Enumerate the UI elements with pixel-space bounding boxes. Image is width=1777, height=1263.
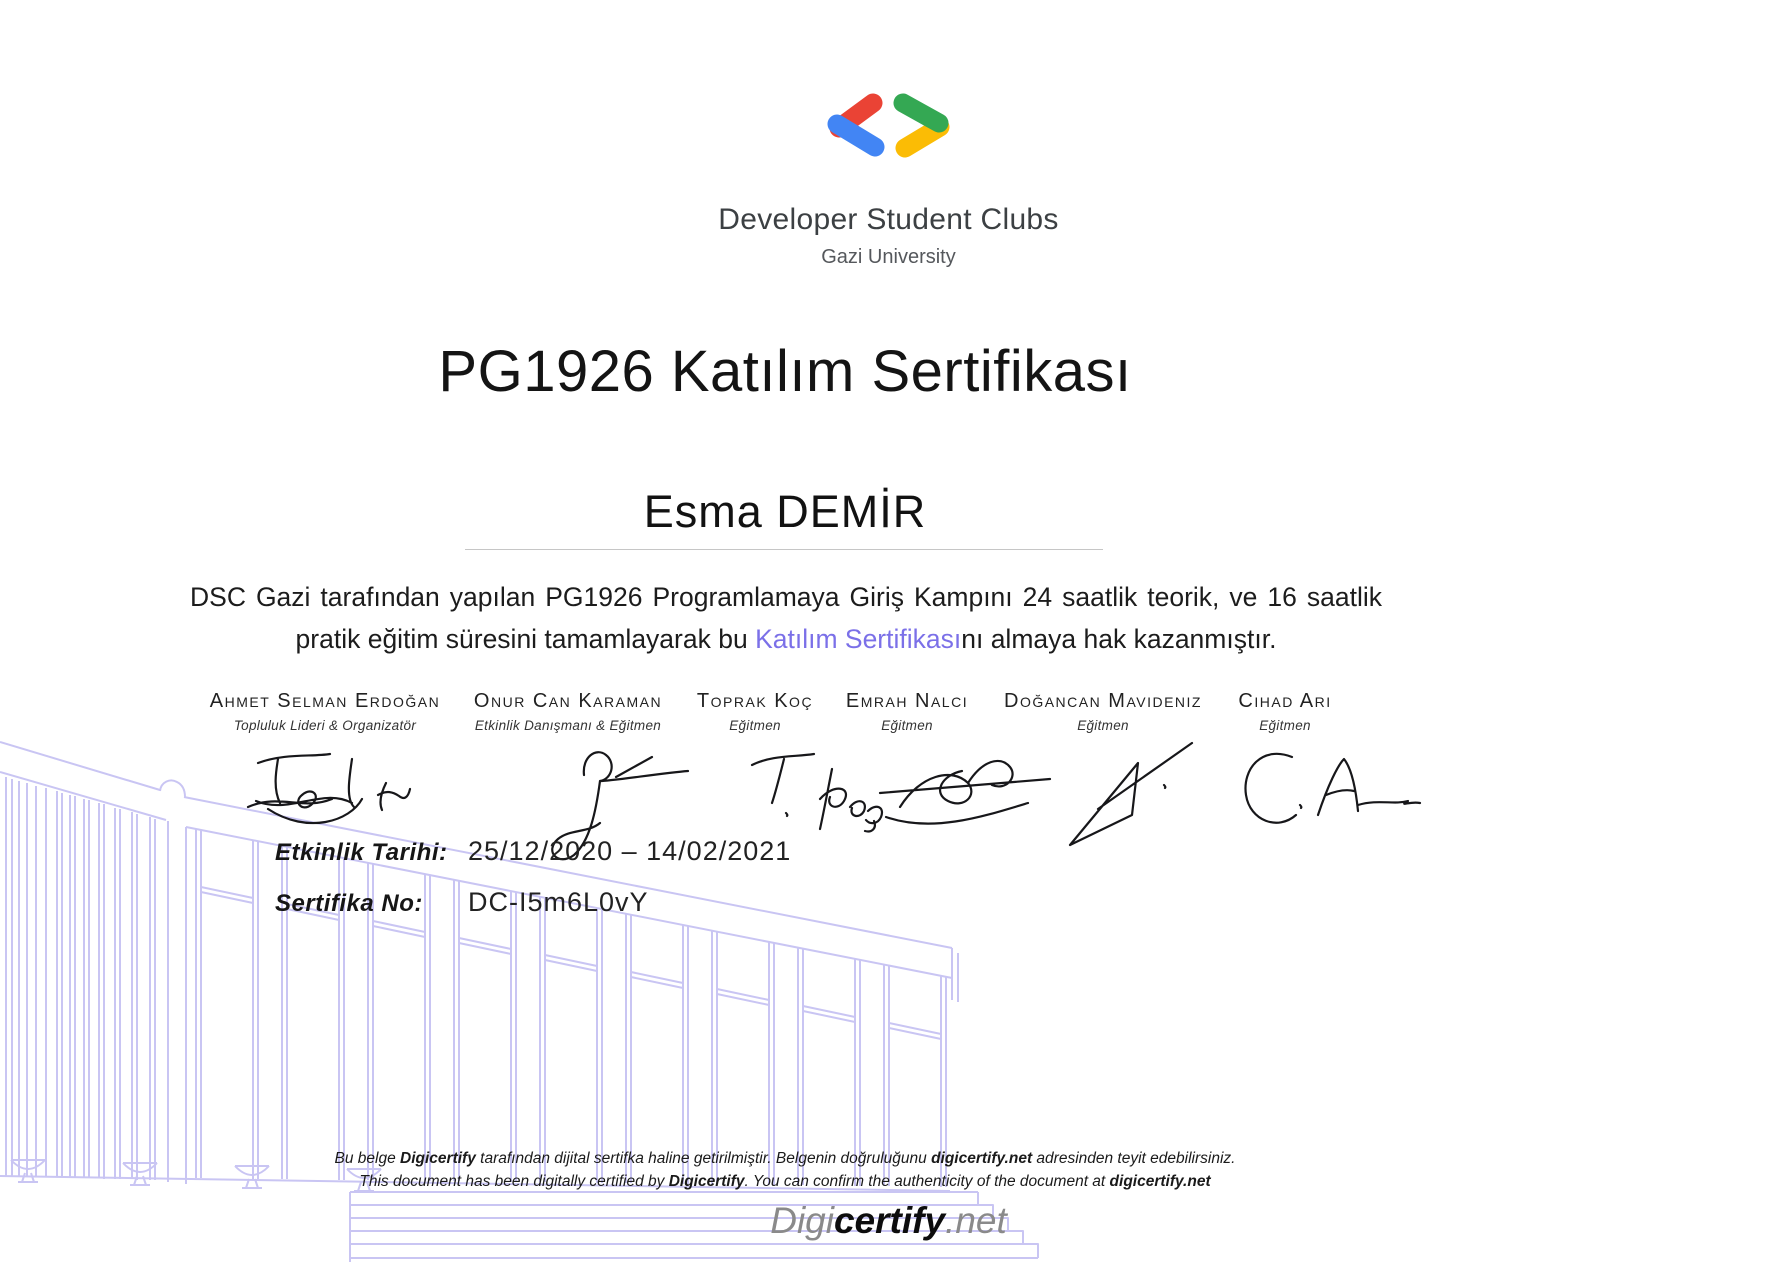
- signatory-mavideniz: [988, 690, 1218, 876]
- certificate-no-label: Sertifika No:: [275, 890, 423, 917]
- footer-en-c: . You can confirm the authenticity of the document at: [744, 1173, 1110, 1191]
- body-text-part2: nı almaya hak kazanmıştır.: [961, 623, 1277, 654]
- digicertify-logo: [0, 1200, 1777, 1242]
- brand-prefix: Digi: [770, 1200, 834, 1241]
- footer-tr-a: Bu belge: [334, 1150, 401, 1167]
- signatory-name: Emrah Nalcı: [845, 690, 969, 712]
- signatory-nalci: [832, 690, 982, 866]
- footer-tr-e: adresinden teyit edebilirsiniz.: [1032, 1150, 1236, 1167]
- footer-disclaimer: [90, 1147, 1480, 1194]
- signatory-name: Cihad Arı: [1238, 690, 1332, 712]
- footer-en-url: digicertify.net: [1109, 1173, 1211, 1191]
- signatory-name: Doğancan Mavideniz: [1004, 690, 1202, 712]
- org-name: Developer Student Clubs: [718, 203, 1059, 236]
- footer-line-tr: [90, 1147, 1480, 1170]
- dsc-logo-green-bar: [903, 103, 939, 123]
- signatory-role: Eğitmen: [1077, 718, 1129, 733]
- recipient-name-underline: [465, 549, 1103, 550]
- signatory-name: Ahmet Selman Erdoğan: [209, 690, 441, 712]
- certificate-title: PG1926 Katılım Sertifikası: [438, 339, 1132, 404]
- building-side-columns: [6, 777, 186, 1184]
- brand-suffix: .net: [945, 1200, 1007, 1241]
- footer-tr-url: digicertify.net: [931, 1150, 1033, 1167]
- footer-tr-brand: Digicertify: [400, 1150, 476, 1167]
- signatory-name: Toprak Koç: [696, 690, 814, 712]
- signatory-role: Eğitmen: [1259, 718, 1311, 733]
- body-text-highlight: Katılım Sertifikası: [755, 623, 962, 654]
- footer-line-en: [90, 1170, 1480, 1193]
- certificate-no-value: DC-I5m6L0vY: [468, 887, 649, 917]
- org-subtitle: Gazi University: [821, 246, 956, 268]
- footer-tr-c: tarafından dijital sertifka haline getirilmiştir. Belgenin doğruluğunu: [475, 1150, 932, 1167]
- event-date-value: 25/12/2020 – 14/02/2021: [468, 836, 792, 866]
- signatory-role: Eğitmen: [881, 718, 933, 733]
- signatory-name: Onur Can Karaman: [473, 690, 663, 712]
- signature-mavideniz-icon: [1042, 741, 1222, 871]
- footer-en-brand: Digicertify: [668, 1173, 745, 1191]
- dsc-logo-icon: [823, 90, 955, 162]
- body-text-part1: DSC Gazi tarafından yapılan PG1926 Programlamaya Giriş Kampını 24 saatlik teorik, ve 16 saatlik pratik eğitim süresini tamamlayarak bu: [190, 582, 1382, 654]
- signatory-ari: [1200, 690, 1370, 866]
- signatory-role: Eğitmen: [729, 718, 781, 733]
- footer-en-a: This document has been digitally certified by: [359, 1173, 669, 1191]
- signatory-role: Topluluk Lideri & Organizatör: [233, 718, 417, 733]
- certificate-details: [275, 836, 791, 918]
- dsc-logo-blue-bar: [837, 124, 875, 147]
- brand-bold: certify: [833, 1200, 946, 1241]
- header: [0, 90, 1777, 167]
- recipient-name: Esma DEMİR: [643, 486, 927, 537]
- signature-ari-icon: [1230, 741, 1430, 861]
- event-date-label: Etkinlik Tarihi:: [275, 839, 448, 866]
- signatory-role: Etkinlik Danışmanı & Eğitmen: [474, 718, 662, 733]
- certificate-body-text: [190, 577, 1382, 661]
